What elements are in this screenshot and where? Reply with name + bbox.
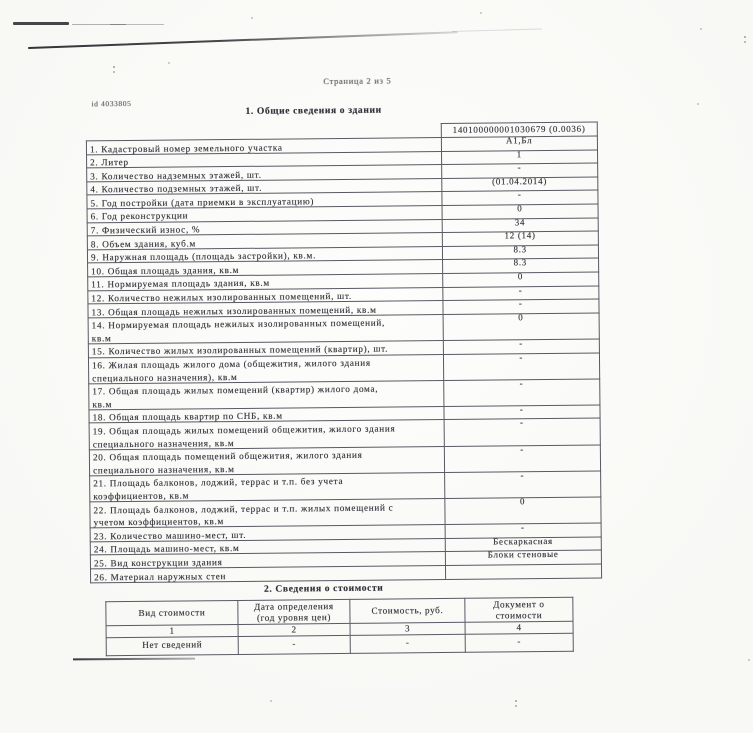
- section1-title: 1. Общие сведения о здании: [245, 104, 382, 117]
- row-value-cell-text: -: [520, 443, 525, 454]
- row-label-cell-text: 14. Нормируемая площадь нежилых изолированных помещений, кв.м: [91, 317, 386, 344]
- column-header-cell: Документ о стоимости: [465, 597, 573, 622]
- data-cell: -: [465, 633, 573, 652]
- row-label-cell: [90, 499, 445, 529]
- row-value-cell-text: -: [520, 470, 525, 481]
- page-number-label: Страница 2 из 5: [323, 75, 392, 87]
- cost-table-data-row: [106, 633, 573, 655]
- section2-title: 2. Сведения о стоимости: [263, 582, 384, 595]
- row-label-cell-text: 19. Общая площадь жилых помещений общежития, жилого здания специального назначения, кв.м: [92, 423, 396, 449]
- row-label-cell-text: 15. Количество жилых изолированных помещений (квартир), шт.: [91, 343, 389, 357]
- row-label-cell-text: 7. Физический износ, %: [90, 224, 201, 236]
- row-label-cell-text: 13. Общая площадь нежилых изолированных помещений, кв.м: [91, 304, 377, 318]
- row-value-cell-text: 8.3: [513, 257, 528, 268]
- row-value-cell-text: 0: [518, 311, 524, 323]
- row-value-cell-text: (01.04.2014): [492, 175, 548, 187]
- row-label-cell: [89, 420, 444, 450]
- row-label-cell-text: 16. Жилая площадь жилого дома (общежития, жилого здания специального назначения), кв.м: [91, 357, 371, 383]
- row-label-cell-text: 6. Год реконструкции: [90, 210, 189, 222]
- row-value-cell-text: -: [519, 417, 524, 428]
- row-value-cell-text: -: [517, 189, 522, 200]
- row-value-cell-text: -: [517, 162, 522, 173]
- row-label-cell: [90, 472, 445, 502]
- row-label-cell-text: 17. Общая площадь жилых помещений (квартир) жилого дома, кв.м: [92, 383, 379, 410]
- row-value-cell-text: -: [519, 404, 524, 415]
- row-value-cell-text: 12 (14): [504, 230, 536, 241]
- row-value-cell-text: -: [518, 284, 523, 295]
- row-label-cell-text: 12. Количество нежилых изолированных помещений, шт.: [91, 290, 352, 304]
- column-number-cell: 4: [465, 621, 573, 634]
- row-label-cell-text: 2. Литер: [90, 157, 129, 168]
- column-number-cell: 3: [350, 622, 465, 635]
- row-value-cell-text: 0: [517, 203, 523, 214]
- column-header-cell: Стоимость, руб.: [350, 598, 465, 623]
- row-label-cell-text: 26. Материал наружных стен: [94, 570, 227, 582]
- row-label-cell-text: 20. Общая площадь помещений общежития, жилого здания специального назначения, кв.м: [92, 449, 363, 476]
- row-value-cell-text: Блоки стеновые: [487, 549, 559, 560]
- row-value-cell-text: 8.3: [513, 243, 527, 255]
- row-label-cell-text: 3. Количество надземных этажей, шт.: [90, 169, 262, 182]
- row-value-cell-text: -: [519, 338, 523, 349]
- row-label-cell-text: 5. Год постройки (дата приемки в эксплуатацию): [90, 196, 315, 209]
- row-label-cell-text: 22. Площадь балконов, лоджий, террас и т.п. жилых помещений с учетом коэффициентов, кв.м: [93, 502, 394, 528]
- row-label-cell-text: 1. Кадастровый номер земельного участка: [89, 142, 283, 154]
- row-value-cell-text: -: [519, 377, 524, 388]
- row-value-cell: [445, 564, 602, 579]
- column-header-cell: Вид стоимости: [106, 600, 238, 625]
- row-label-cell-text: 8. Объем здания, куб.м: [90, 238, 196, 250]
- column-number-cell: 1: [106, 624, 238, 637]
- row-label-cell-text: 10. Общая площадь здания, кв.м: [91, 264, 240, 277]
- row-label-cell-text: 18. Общая площадь квартир по СНБ, кв.м: [92, 410, 283, 423]
- column-header-cell: Дата определения (год уровня цен): [238, 599, 350, 624]
- row-value-cell-text: -: [518, 298, 523, 309]
- building-info-table: [86, 122, 602, 583]
- data-cell: -: [350, 634, 465, 653]
- row-label-cell: [89, 380, 444, 410]
- row-label-cell-text: 4. Количество подземных этажей, шт.: [90, 183, 263, 195]
- cost-info-table: [105, 597, 574, 656]
- row-label-cell-text: 24. Площадь машино-мест, кв.м: [93, 543, 240, 555]
- row-label-cell-text: 11. Нормируемая площадь здания, кв.м: [91, 278, 270, 290]
- cadastral-number-cell-text: 140100000001030679 (0.0036): [452, 123, 586, 135]
- row-value-cell-text: 1: [516, 148, 522, 159]
- data-cell: -: [238, 635, 350, 654]
- row-label-cell: [88, 354, 443, 384]
- row-value-cell-text: -: [520, 522, 525, 533]
- row-value-cell-text: Бескаркасная: [493, 535, 553, 547]
- row-value-cell-text: 0: [517, 271, 524, 282]
- row-value-cell-text: А1,Бл: [505, 135, 533, 146]
- column-number-cell: 2: [238, 623, 350, 636]
- row-value-cell-text: -: [519, 351, 524, 362]
- row-label-cell: [89, 446, 444, 476]
- data-cell: Нет сведений: [106, 636, 238, 655]
- row-label-cell-text: 25. Вид конструкции здания: [93, 557, 223, 569]
- row-value-cell-text: 34: [514, 216, 526, 227]
- document-id-label: id 4033805: [91, 98, 132, 109]
- row-label-cell: [88, 314, 443, 344]
- row-label-cell-text: 23. Количество машино-мест, шт.: [93, 529, 247, 542]
- row-value-cell-text: 0: [519, 496, 526, 507]
- row-label-cell-text: 21. Площадь балконов, лоджий, террас и т.п. без учета коэффициентов, кв.м: [93, 476, 344, 502]
- row-label-cell-text: 9. Наружная площадь (площадь застройки), кв.м.: [90, 250, 317, 263]
